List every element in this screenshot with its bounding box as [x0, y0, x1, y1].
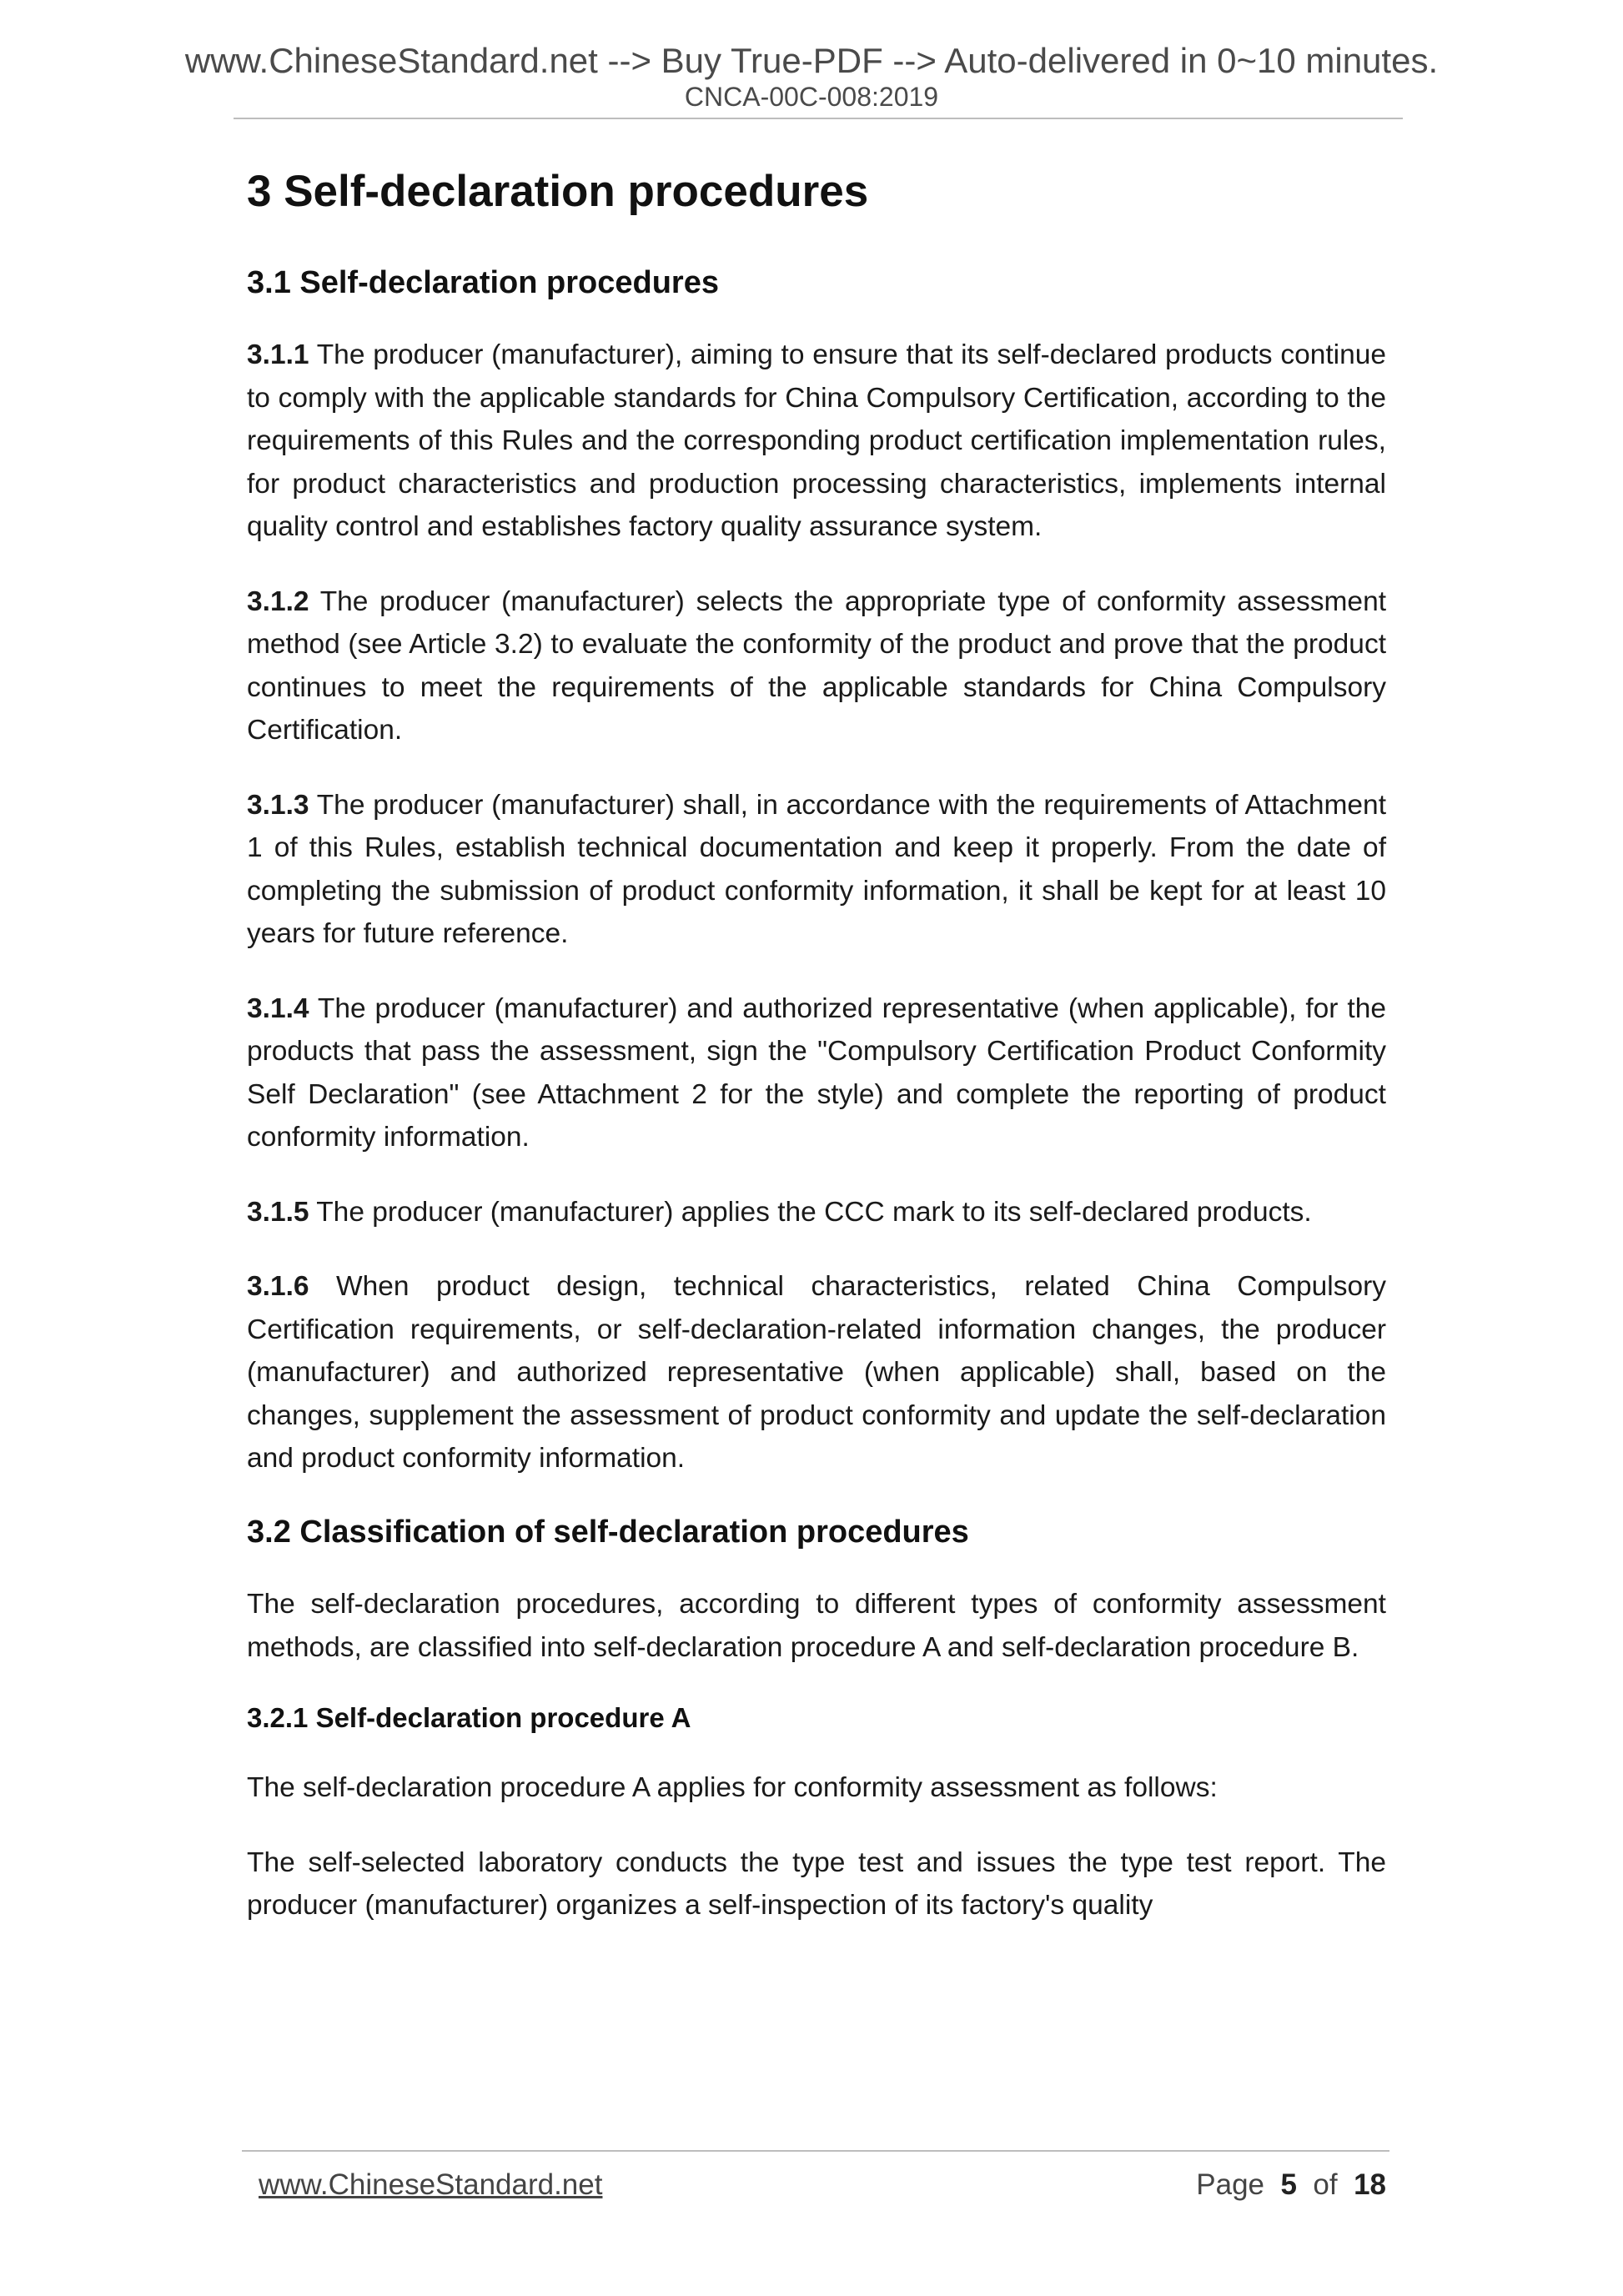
section-title-3-1: 3.1 Self-declaration procedures	[247, 264, 719, 300]
clause-3-1-2	[247, 580, 1386, 752]
clause-text: The producer (manufacturer) selects the appropriate type of conformity assessment method (see Article 3.2) to evaluate the conformity of the product and prove that the product continues to meet the requirements of the applicable standards for China Compulsory Certification.	[247, 585, 1387, 746]
clause-text: The producer (manufacturer) shall, in accordance with the requirements of Attachment 1 of this Rules, establish technical documentation and keep it properly. From the date of completing the submission of product conformity information, it shall be kept for at least 10 years for future reference.	[247, 789, 1386, 950]
clause-number: 3.1.5	[247, 1196, 309, 1228]
clause-text: The producer (manufacturer), aiming to ensure that its self-declared products continue to comply with the applicable standards for China Compulsory Certification, according to the requirements of this Rules and the corresponding product certification implementation rules, for product characteristics and production processing characteristics, implements internal quality control and establishes factory quality assurance system.	[247, 339, 1387, 543]
document-id: CNCA-00C-008:2019	[684, 82, 939, 112]
page-content	[247, 167, 1386, 1959]
page-indicator	[1196, 2168, 1386, 2202]
of-label: of	[1313, 2168, 1338, 2201]
clause-text: The producer (manufacturer) applies the CCC mark to its self-declared products.	[316, 1196, 1312, 1228]
current-page: 5	[1280, 2168, 1297, 2201]
section-title-3-2: 3.2 Classification of self-declaration procedures	[247, 1514, 969, 1550]
footer-divider	[242, 2150, 1389, 2152]
clause-3-1-4	[247, 987, 1386, 1159]
clause-3-1-5	[247, 1191, 1386, 1234]
clause-number: 3.1.3	[247, 789, 309, 821]
clause-number: 3.1.6	[247, 1271, 309, 1303]
subsection-3-2-1-paragraph: The self-declaration procedure A applies for conformity assessment as follows:	[247, 1772, 1218, 1804]
header-divider	[234, 118, 1403, 119]
subsection-title-3-2-1: 3.2.1 Self-declaration procedure A	[247, 1702, 691, 1734]
clause-3-1-3	[247, 784, 1386, 956]
page-label: Page	[1196, 2168, 1265, 2201]
total-pages: 18	[1354, 2168, 1386, 2201]
chapter-title: 3 Self-declaration procedures	[247, 167, 869, 216]
clause-number: 3.1.4	[247, 992, 309, 1024]
clause-3-1-6	[247, 1265, 1386, 1480]
clause-3-1-1	[247, 334, 1386, 549]
header-banner: www.ChineseStandard.net --> Buy True-PDF --> Auto-delivered in 0~10 minutes.	[184, 41, 1439, 80]
clause-number: 3.1.2	[247, 585, 309, 617]
subsection-3-2-1-paragraph: The self-selected laboratory conducts the type test and issues the type test report. The producer (manufacturer) organizes a self-inspection of its factory's quality	[247, 1846, 1386, 1922]
clause-text: The producer (manufacturer) and authorized representative (when applicable), for the products that pass the assessment, sign the "Compulsory Certification Product Conformity Self Declaration" (see Attachment 2 for the style) and complete the reporting of product conformity information.	[247, 992, 1386, 1153]
section-3-2-intro: The self-declaration procedures, according to different types of conformity assessment methods, are classified into self-declaration procedure A and self-declaration procedure B.	[247, 1589, 1386, 1663]
footer-website-link[interactable]: www.ChineseStandard.net	[259, 2168, 603, 2201]
clause-text: When product design, technical characteristics, related China Compulsory Certification requirements, or self-declaration-related information changes, the producer (manufacturer) and authorized representative (when applicable) shall, based on the changes, supplement the assessment of product conformity and update the self-declaration and product conformity information.	[247, 1271, 1387, 1475]
clause-number: 3.1.1	[247, 339, 309, 371]
